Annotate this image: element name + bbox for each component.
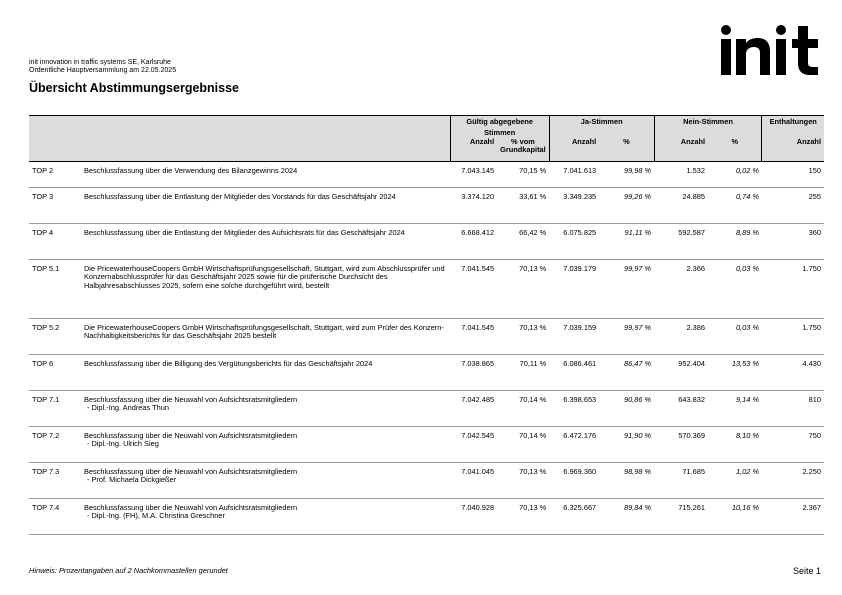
company-name: init innovation in traffic systems SE, Karlsruhe (29, 59, 171, 66)
no-votes-pct: 0,74 % (708, 188, 762, 224)
no-votes-count: 24.885 (654, 188, 708, 224)
yes-votes-count: 7.039.159 (549, 319, 599, 355)
resolution-text (81, 355, 450, 391)
abstentions-count: 750 (762, 427, 824, 463)
no-votes-header: Nein-Stimmen (654, 116, 762, 139)
yes-votes-pct: 89,84 % (599, 499, 654, 535)
table-row (29, 162, 824, 188)
agenda-item: TOP 7.2 (29, 427, 81, 463)
abstentions-count: 360 (762, 224, 824, 260)
valid-votes-header: Gültig abgegebene Stimmen (450, 116, 549, 139)
yes-votes-pct: 99,97 % (599, 319, 654, 355)
valid-votes-count: 7.042.545 (450, 427, 497, 463)
valid-votes-pct: 70,13 % (497, 260, 549, 319)
resolution-text (81, 319, 450, 355)
candidate-name: - Dipl.-Ing. Andreas Thun (86, 403, 169, 413)
table-row (29, 224, 824, 260)
no-votes-count: 643.832 (654, 391, 708, 427)
resolution-text (81, 224, 450, 260)
yes-votes-pct: 98,98 % (599, 463, 654, 499)
yes-votes-count: 6.398.653 (549, 391, 599, 427)
valid-pct-header: % vom Grundkapital (497, 138, 549, 162)
no-votes-count: 570.369 (654, 427, 708, 463)
no-votes-pct: 9,14 % (708, 391, 762, 427)
agenda-item: TOP 2 (29, 162, 81, 188)
yes-votes-count: 7.039.179 (549, 260, 599, 319)
valid-votes-count: 7.041.045 (450, 463, 497, 499)
no-votes-count: 592.587 (654, 224, 708, 260)
table-row (29, 427, 824, 463)
yes-pct-header: % (599, 138, 654, 162)
no-votes-pct: 0,03 % (708, 319, 762, 355)
table-row (29, 319, 824, 355)
no-votes-pct: 1,02 % (708, 463, 762, 499)
yes-votes-pct: 90,86 % (599, 391, 654, 427)
voting-results-table (29, 115, 824, 535)
agenda-item: TOP 4 (29, 224, 81, 260)
agenda-item: TOP 7.3 (29, 463, 81, 499)
agenda-item: TOP 7.1 (29, 391, 81, 427)
resolution-text (81, 391, 450, 427)
valid-votes-count: 7.038.865 (450, 355, 497, 391)
yes-votes-count: 3.349.235 (549, 188, 599, 224)
group-header-row (29, 116, 824, 139)
page-number: Seite 1 (792, 566, 821, 576)
resolution-title: Beschlussfassung über die Neuwahl von Aufsichtsratsmitgliedern (83, 395, 298, 404)
no-votes-pct: 13,53 % (708, 355, 762, 391)
valid-votes-count: 7.042.485 (450, 391, 497, 427)
yes-count-header: Anzahl (549, 138, 599, 162)
no-count-header: Anzahl (654, 138, 708, 162)
resolution-title: Beschlussfassung über die Neuwahl von Aufsichtsratsmitgliedern (83, 431, 298, 440)
no-votes-pct: 8,10 % (708, 427, 762, 463)
abstentions-count: 1.750 (762, 319, 824, 355)
yes-votes-count: 7.041.613 (549, 162, 599, 188)
table-row (29, 188, 824, 224)
table-row (29, 391, 824, 427)
valid-votes-pct: 70,13 % (497, 463, 549, 499)
resolution-title: Die PricewaterhouseCoopers GmbH Wirtschaftsprüfungsgesellschaft, Stuttgart, wird zum Abschlussprüfer und Konzernabschlussprüfer für das Geschäftsjahr 2025 sowie für die prüferische Durchsicht des Halbjahresabschlusses 2025, sofern eine solche durchgeführt wird, bestellt (83, 264, 445, 290)
yes-votes-count: 6.086.461 (549, 355, 599, 391)
no-pct-header: % (708, 138, 762, 162)
yes-votes-pct: 99,97 % (599, 260, 654, 319)
agenda-item: TOP 5.2 (29, 319, 81, 355)
no-votes-pct: 8,89 % (708, 224, 762, 260)
abstentions-count: 2.367 (762, 499, 824, 535)
valid-votes-pct: 70,15 % (497, 162, 549, 188)
yes-votes-header: Ja-Stimmen (549, 116, 654, 139)
resolution-text (81, 162, 450, 188)
agenda-item: TOP 7.4 (29, 499, 81, 535)
abstentions-count: 1.750 (762, 260, 824, 319)
meeting-date: Ordentliche Hauptversammlung am 22.05.2025 (29, 67, 177, 74)
yes-votes-pct: 91,11 % (599, 224, 654, 260)
no-votes-count: 71.685 (654, 463, 708, 499)
table-row (29, 355, 824, 391)
agenda-item: TOP 5.1 (29, 260, 81, 319)
yes-votes-count: 6.472.176 (549, 427, 599, 463)
abstentions-count: 810 (762, 391, 824, 427)
valid-votes-pct: 70,13 % (497, 319, 549, 355)
no-votes-pct: 0,02 % (708, 162, 762, 188)
abstentions-count: 150 (762, 162, 824, 188)
valid-votes-count: 7.043.145 (450, 162, 497, 188)
yes-votes-pct: 91,90 % (599, 427, 654, 463)
agenda-item: TOP 3 (29, 188, 81, 224)
yes-votes-pct: 86,47 % (599, 355, 654, 391)
valid-count-header: Anzahl (450, 138, 497, 162)
abstentions-header: Enthaltungen (762, 116, 824, 139)
resolution-text (81, 188, 450, 224)
abstentions-count: 2.250 (762, 463, 824, 499)
no-votes-count: 1.532 (654, 162, 708, 188)
valid-votes-count: 7.041.545 (450, 319, 497, 355)
valid-votes-pct: 70,14 % (497, 427, 549, 463)
no-votes-pct: 0,03 % (708, 260, 762, 319)
abstentions-count: 255 (762, 188, 824, 224)
yes-votes-count: 6.325.667 (549, 499, 599, 535)
yes-votes-pct: 99,26 % (599, 188, 654, 224)
no-votes-count: 715.261 (654, 499, 708, 535)
agenda-item: TOP 6 (29, 355, 81, 391)
no-votes-count: 2.366 (654, 260, 708, 319)
yes-votes-pct: 99,98 % (599, 162, 654, 188)
resolution-title: Beschlussfassung über die Billigung des Vergütungsberichts für das Geschäftsjahr 2024 (83, 359, 373, 368)
yes-votes-count: 6.969.360 (549, 463, 599, 499)
resolution-title: Die PricewaterhouseCoopers GmbH Wirtschaftsprüfungsgesellschaft, Stuttgart, wird zum Prüfer des Konzern-Nachhaltigkeitsberichts für das Geschäftsjahr 2025 bestellt (83, 323, 444, 341)
table-row (29, 499, 824, 535)
yes-votes-count: 6.075.825 (549, 224, 599, 260)
valid-votes-count: 7.040.928 (450, 499, 497, 535)
valid-votes-pct: 33,61 % (497, 188, 549, 224)
valid-votes-count: 6.668.412 (450, 224, 497, 260)
no-votes-count: 2.386 (654, 319, 708, 355)
resolution-title: Beschlussfassung über die Neuwahl von Aufsichtsratsmitgliedern (83, 503, 298, 512)
resolution-title: Beschlussfassung über die Neuwahl von Aufsichtsratsmitgliedern (83, 467, 298, 476)
resolution-text (81, 260, 450, 319)
resolution-title: Beschlussfassung über die Entlastung der Mitglieder des Aufsichtsrats für das Geschäftsjahr 2024 (83, 228, 405, 237)
abstentions-count: 4.430 (762, 355, 824, 391)
resolution-title: Beschlussfassung über die Verwendung des Bilanzgewinns 2024 (83, 166, 298, 175)
valid-votes-count: 7.041.545 (450, 260, 497, 319)
abstain-count-header: Anzahl (762, 138, 824, 162)
candidate-name: - Dipl.-Ing. Ulrich Sieg (86, 439, 159, 449)
resolution-title: Beschlussfassung über die Entlastung der Mitglieder des Vorstands für das Geschäftsjahr 2024 (83, 192, 396, 201)
table-row (29, 260, 824, 319)
candidate-name: - Prof. Michaela Dickgießer (86, 475, 177, 485)
valid-votes-pct: 66,42 % (497, 224, 549, 260)
valid-votes-pct: 70,13 % (497, 499, 549, 535)
valid-votes-pct: 70,11 % (497, 355, 549, 391)
resolution-text (81, 427, 450, 463)
valid-votes-pct: 70,14 % (497, 391, 549, 427)
table-row (29, 463, 824, 499)
page-title: Übersicht Abstimmungsergebnisse (29, 81, 240, 95)
resolution-text (81, 499, 450, 535)
rounding-note: Hinweis: Prozentangaben auf 2 Nachkommastellen gerundet (29, 566, 228, 575)
candidate-name: - Dipl.-Ing. (FH), M.A. Christina Greschner (86, 511, 225, 521)
init-logo (718, 18, 822, 78)
no-votes-count: 952.404 (654, 355, 708, 391)
no-votes-pct: 10,16 % (708, 499, 762, 535)
resolution-text (81, 463, 450, 499)
valid-votes-count: 3.374.120 (450, 188, 497, 224)
column-header-row (29, 138, 824, 162)
